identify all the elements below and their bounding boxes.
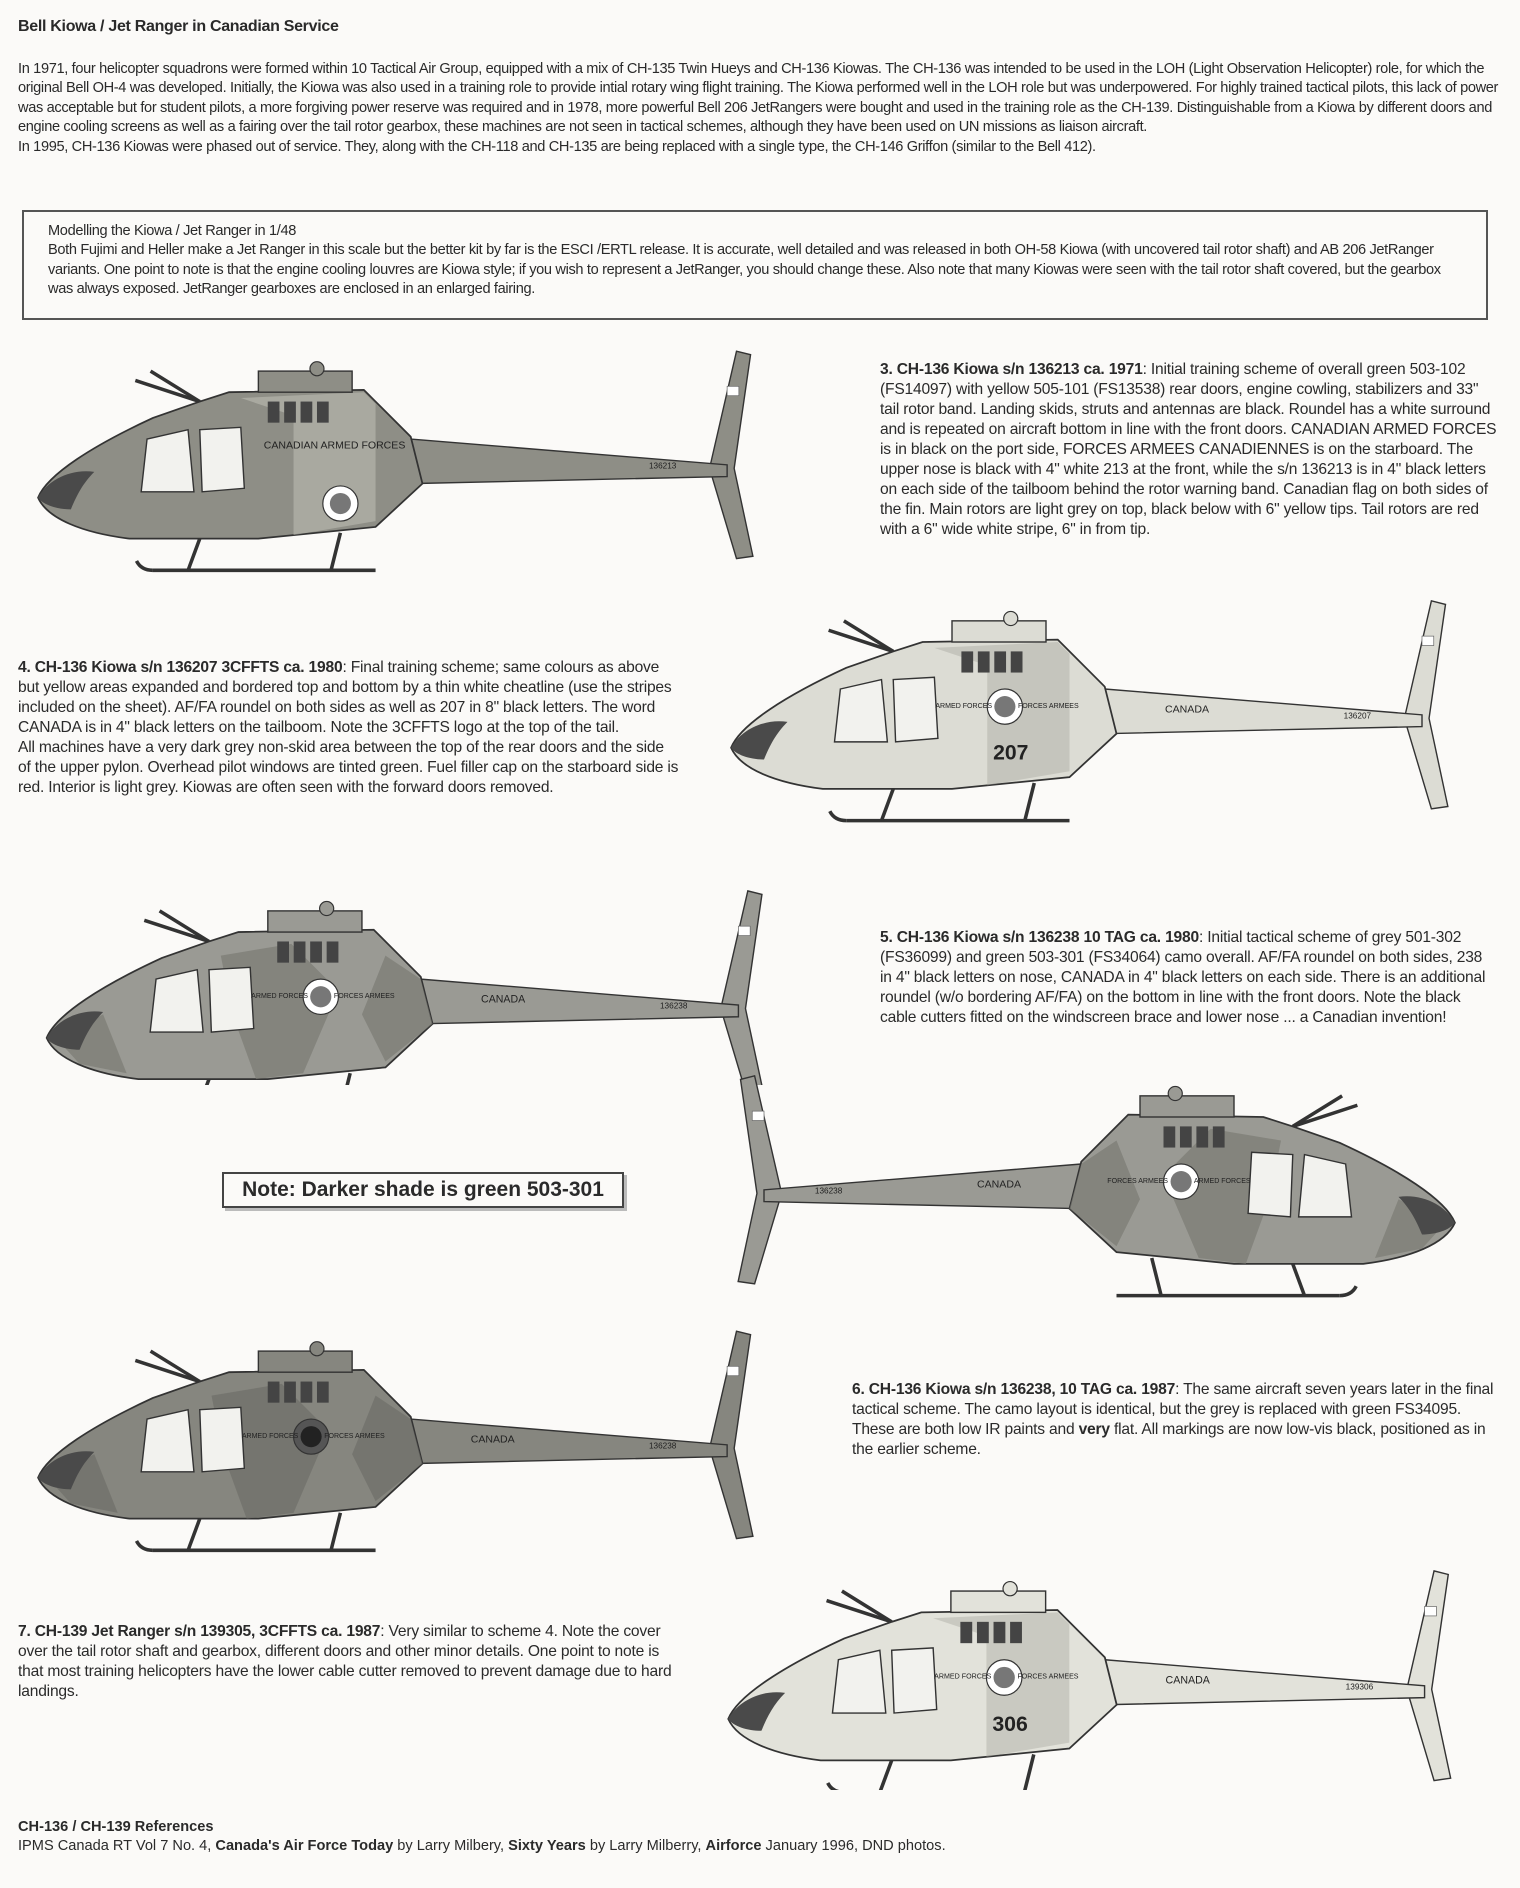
engine-cowling — [951, 1591, 1046, 1612]
tailboom — [764, 1164, 1081, 1209]
fuselage-lettering: FORCES ARMEES — [1017, 1672, 1079, 1681]
canadian-flag-icon — [752, 1111, 764, 1120]
cooling-louvre — [1010, 1622, 1022, 1643]
skid-strut — [1293, 1264, 1305, 1296]
helicopter-group — [738, 1076, 1455, 1296]
rear-door-window — [200, 427, 245, 491]
fuselage-lettering: ARMED FORCES — [935, 702, 993, 710]
front-door-window — [150, 970, 203, 1032]
caption-4 — [18, 658, 680, 798]
helicopter-illustration-7 — [708, 1565, 1478, 1790]
rear-door-window — [209, 967, 254, 1032]
skid-strut — [880, 1760, 892, 1790]
cooling-louvre — [961, 651, 973, 672]
exhaust — [320, 901, 334, 915]
tailboom — [1105, 689, 1422, 734]
fuselage-lettering: ARMED FORCES — [1193, 1177, 1251, 1185]
skid-strut — [1024, 1754, 1033, 1790]
cooling-louvre — [1011, 651, 1023, 672]
ref-title: Canada's Air Force Today — [215, 1838, 394, 1854]
helicopter-group — [38, 351, 753, 570]
tailboom — [411, 1419, 727, 1464]
engine-cowling — [258, 1351, 352, 1372]
cooling-louvre — [301, 1382, 313, 1403]
intro-paragraph: In 1971, four helicopter squadrons were formed within 10 Tactical Air Group, equipped with a mix of CH-135 Twin Hueys and CH-136 Kiowas. The CH-136 was intended to be used in the LOH (Light Observation Helicopter) role, for which the original Bell OH-4 was developed. Initially, the Kiowa was also used in a training role to provide intial rotary wing flight training. The Kiowa performed well in the LOH role but was underpowered. For highly trained tactical pilots, this lack of power was acceptable but for student pilots, a more forgiving power reserve was required and in 1978, more powerful Bell 206 JetRangers were bought and used in the training role as the CH-139. Distinguishable from a Kiowa by different doors and engine cooling screens as well as a fairing over the tail rotor gearbox, these machines are not seen in tactical schemes, although they have been used on UN missions as liaison aircraft. — [18, 61, 1499, 136]
tailboom-lettering: CANADA — [1165, 1674, 1210, 1687]
fuselage-lettering: FORCES ARMEES — [1107, 1177, 1169, 1185]
helicopter-illustration-6 — [24, 1325, 774, 1560]
tail-fin — [710, 351, 753, 558]
skid-strut — [188, 539, 200, 571]
engine-cowling — [268, 911, 362, 932]
caption-4-body: : Final training scheme; same colours as above but yellow areas expanded and bordered top and bottom by a thin white cheatline (use the stripes included on the sheet). AF/FA roundel on both sides as well as 207 in 8" black letters. The word CANADA is in 4" black letters on the tailboom. Note the 3CFFTS logo at the top of the tail. — [18, 659, 672, 736]
canadian-flag-icon — [727, 386, 739, 395]
caption-6-heading: 6. CH-136 Kiowa s/n 136238, 10 TAG ca. 1987 — [852, 1381, 1176, 1398]
fuselage-lettering: ARMED FORCES — [934, 1672, 992, 1681]
landing-skid — [137, 561, 153, 570]
tailboom-lettering: CANADA — [1164, 703, 1210, 716]
caption-5 — [880, 928, 1492, 1028]
exhaust — [1168, 1086, 1182, 1100]
fuselage-lettering: CANADIAN ARMED FORCES — [263, 439, 406, 452]
cooling-louvre — [284, 1382, 296, 1403]
fuselage-lettering: FORCES ARMEES — [1017, 702, 1079, 710]
tailboom — [1105, 1660, 1425, 1705]
cooling-louvre — [1213, 1126, 1225, 1147]
modelling-body: Both Fujimi and Heller make a Jet Ranger in this scale but the better kit by far is the ESCI /ERTL release. It is accurate, well detailed and was released in both OH-58 Kiowa (with uncovered tail rotor shaft) and AB 206 JetRanger variants. One point to note is that the engine cooling louvres are Kiowa style; if you wish to represent a JetRanger, you should change these. Also note that many Kiowas were seen with the tail rotor shaft covered, but the gearbox was always exposed. JetRanger gearboxes are enclosed in an enlarged fairing. — [48, 242, 1441, 298]
canadian-flag-icon — [1422, 636, 1434, 645]
landing-skid — [137, 1541, 153, 1550]
cooling-louvre — [960, 1622, 972, 1643]
cooling-louvre — [284, 402, 296, 423]
rear-door-window — [892, 1648, 937, 1713]
cooling-louvre — [994, 651, 1006, 672]
fuselage-lettering: ARMED FORCES — [251, 992, 308, 1000]
maple-leaf-icon — [994, 1667, 1015, 1688]
front-door-window — [141, 1410, 194, 1472]
maple-leaf-icon — [330, 493, 351, 514]
cooling-louvre — [294, 941, 306, 962]
engine-cowling — [952, 621, 1046, 642]
helicopter-illustration-5 — [24, 885, 794, 1085]
cooling-louvre — [1180, 1126, 1192, 1147]
maple-leaf-icon — [1171, 1171, 1192, 1192]
fuselage-number: 207 — [993, 741, 1029, 765]
cooling-louvre — [301, 402, 313, 423]
tailboom-lettering: CANADA — [470, 1433, 515, 1446]
front-door-window — [1299, 1155, 1352, 1217]
cooling-louvre — [277, 941, 289, 962]
cooling-louvre — [268, 402, 280, 423]
landing-skid — [830, 811, 846, 820]
caption-6 — [852, 1380, 1500, 1460]
note-box: Note: Darker shade is green 503-301 — [222, 1172, 624, 1208]
ref-text: IPMS Canada RT Vol 7 No. 4, — [18, 1838, 216, 1854]
skid-strut — [331, 1513, 340, 1551]
cooling-louvre — [268, 1382, 280, 1403]
canadian-flag-icon — [727, 1366, 739, 1375]
engine-cowling — [258, 371, 352, 392]
tailboom-lettering: CANADA — [976, 1178, 1022, 1191]
exhaust — [310, 1342, 324, 1356]
front-door-window — [141, 430, 194, 492]
caption-7-heading: 7. CH-139 Jet Ranger s/n 139305, 3CFFTS ca. 1987 — [18, 1623, 381, 1640]
skid-strut — [1152, 1258, 1161, 1296]
skid-strut — [882, 789, 894, 821]
serial-number: 136238 — [814, 1186, 843, 1196]
engine-cowling — [1140, 1096, 1234, 1117]
caption-6-body-end: flat. All markings are now low-vis black, positioned as in the earlier scheme. — [852, 1421, 1486, 1458]
intro-text — [18, 60, 1508, 157]
ref-text: by Larry Milberry, — [585, 1838, 706, 1854]
helicopter-group — [728, 1571, 1450, 1790]
helicopter-group — [47, 891, 765, 1085]
rear-door-window — [1248, 1152, 1293, 1217]
exhaust — [310, 362, 324, 376]
serial-number: 136238 — [659, 1001, 688, 1011]
cooling-louvre — [978, 651, 990, 672]
fuselage-lettering: FORCES ARMEES — [333, 992, 395, 1000]
page-title: Bell Kiowa / Jet Ranger in Canadian Service — [18, 18, 339, 35]
maple-leaf-icon — [310, 986, 331, 1007]
intro-paragraph: In 1995, CH-136 Kiowas were phased out of service. They, along with the CH-118 and CH-135 are being replaced with a single type, the CH-146 Griffon (similar to the Bell 412). — [18, 138, 1096, 155]
skid-strut — [1025, 783, 1034, 821]
caption-3-heading: 3. CH-136 Kiowa s/n 136213 ca. 1971 — [880, 361, 1143, 378]
caption-7-body: : Very similar to scheme 4. Note the cover over the tail rotor shaft and gearbox, different doors and other minor details. One point to note is that most training helicopters have the lower cable cutter removed to prevent damage due to hard landings. — [18, 1623, 672, 1700]
serial-number: 136238 — [649, 1441, 677, 1451]
modelling-heading: Modelling the Kiowa / Jet Ranger in 1/48 — [48, 223, 297, 239]
caption-6-body: : The same aircraft seven years later in the final tactical scheme. The camo layout is identical, but the grey is replaced with green FS34095. These are both low IR paints and — [852, 1381, 1494, 1438]
cooling-louvre — [977, 1622, 989, 1643]
cooling-louvre — [1196, 1126, 1208, 1147]
caption-3-body: : Initial training scheme of overall green 503-102 (FS14097) with yellow 505-101 (FS13538) rear doors, engine cowling, stabilizers and 33" tail rotor band. Landing skids, struts and antennas are black. Roundel has a white surround and is repeated on aircraft bottom in line with the front doors. CANADIAN ARMED FORCES is in black on the port side, FORCES ARMEES CANADIENNES is on the starboard. The upper nose is black with 4" white 213 at the front, while the s/n 136213 is in 4" black letters on each side of the tailboom behind the rotor warning band. Canadian flag on both sides of the fin. Main rotors are light grey on top, black below with 6" yellow tips. Tail rotors are red with a 6" wide white stripe, 6" in from tip. — [880, 361, 1497, 538]
caption-3 — [880, 360, 1500, 540]
landing-skid — [1340, 1286, 1356, 1295]
tailboom — [411, 439, 727, 484]
ref-text: January 1996, DND photos. — [761, 1838, 946, 1854]
tailboom-lettering: CANADA — [481, 993, 526, 1006]
cooling-louvre — [317, 1382, 329, 1403]
helicopter-illustration-3 — [24, 345, 774, 580]
caption-6-emphasis: very — [1078, 1421, 1110, 1438]
caption-7 — [18, 1622, 688, 1702]
canadian-flag-icon — [1425, 1606, 1437, 1615]
serial-number: 139306 — [1345, 1682, 1374, 1692]
cooling-louvre — [310, 941, 322, 962]
skid-strut — [188, 1519, 200, 1551]
landing-skid — [828, 1783, 845, 1790]
exhaust — [1003, 1582, 1017, 1596]
tail-fin — [738, 1076, 781, 1284]
skid-strut — [341, 1073, 350, 1085]
tailboom — [421, 979, 739, 1024]
references-title: CH-136 / CH-139 References — [18, 1819, 214, 1835]
tail-fin — [1404, 601, 1447, 809]
references-body — [18, 1837, 946, 1856]
ref-text: by Larry Milbery, — [393, 1838, 509, 1854]
cooling-louvre — [327, 941, 339, 962]
front-door-window — [832, 1650, 885, 1713]
references — [18, 1818, 946, 1856]
exhaust — [1004, 611, 1018, 625]
helicopter-group — [731, 601, 1448, 821]
helicopter-illustration-4 — [708, 595, 1478, 830]
skid-strut — [331, 533, 340, 571]
caption-4-heading: 4. CH-136 Kiowa s/n 136207 3CFFTS ca. 1980 — [18, 659, 343, 676]
ref-title: Sixty Years — [508, 1838, 586, 1854]
tail-fin — [721, 891, 765, 1085]
caption-5-heading: 5. CH-136 Kiowa s/n 136238 10 TAG ca. 1980 — [880, 929, 1199, 946]
ref-title: Airforce — [705, 1838, 762, 1854]
helicopter-group — [38, 1331, 753, 1550]
caption-4-extra: All machines have a very dark grey non-skid area between the top of the rear doors and the side of the upper pylon. Overhead pilot windows are tinted green. Fuel filler cap on the starboard side is red. Interior is light grey. Kiowas are often seen with the forward doors removed. — [18, 739, 679, 796]
cooling-louvre — [317, 402, 329, 423]
helicopter-illustration-5-starboard — [708, 1070, 1478, 1305]
modelling-box — [22, 210, 1488, 320]
serial-number: 136213 — [649, 461, 677, 471]
front-door-window — [835, 680, 888, 742]
fuselage-lettering: FORCES ARMEES — [324, 1432, 385, 1440]
canadian-flag-icon — [738, 926, 750, 935]
cooling-louvre — [994, 1622, 1006, 1643]
serial-number: 136207 — [1343, 711, 1372, 721]
fuselage-number: 306 — [992, 1711, 1028, 1736]
tail-fin — [710, 1331, 753, 1538]
rear-door-window — [893, 677, 938, 742]
caption-5-body: : Initial tactical scheme of grey 501-302 (FS36099) and green 503-301 (FS34064) camo overall. AF/FA roundel on both sides, 238 in 4" black letters on nose, CANADA in 4" black letters on each side. There is an additional roundel (w/o bordering AF/FA) on the bottom in line with the front doors. Note the black cable cutters fitted on the windscreen brace and lower nose ... a Canadian invention! — [880, 929, 1486, 1026]
rear-door-window — [200, 1407, 245, 1471]
tail-fin — [1407, 1571, 1451, 1781]
maple-leaf-icon — [301, 1426, 322, 1447]
maple-leaf-icon — [994, 696, 1015, 717]
fuselage-lettering: ARMED FORCES — [241, 1432, 299, 1440]
cooling-louvre — [1164, 1126, 1176, 1147]
